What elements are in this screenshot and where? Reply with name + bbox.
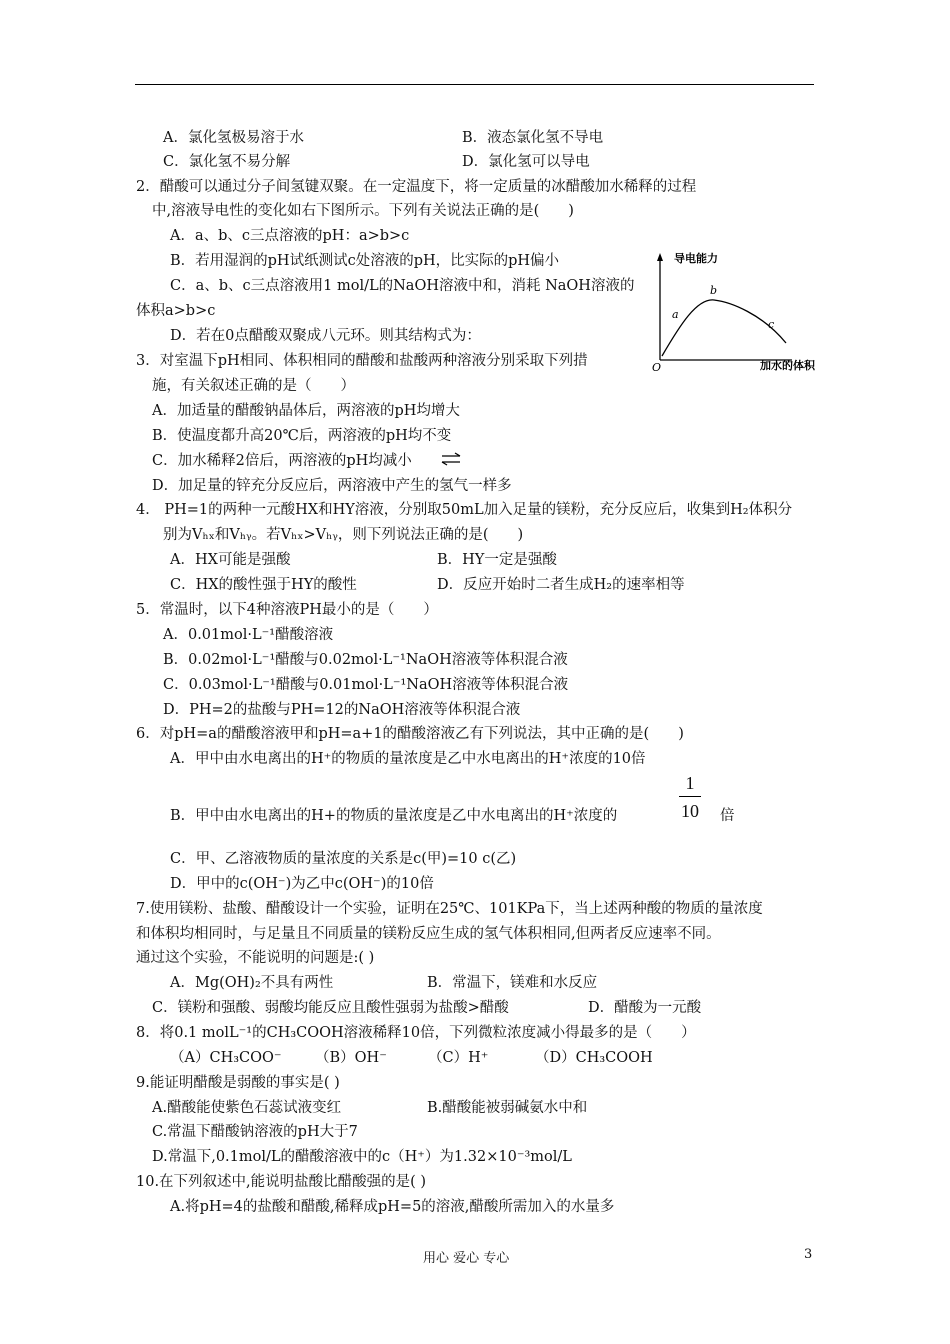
q4-option-b: B．HY一定是强酸 — [437, 552, 557, 568]
q9-option-c: C.常温下醋酸钠溶液的pH大于7 — [152, 1124, 358, 1140]
q3-stem-line2: 施，有关叙述正确的是（ ） — [152, 378, 355, 394]
q1-option-b: B．液态氯化氢不导电 — [462, 130, 604, 146]
q1-option-a: A．氯化氢极易溶于水 — [163, 130, 304, 146]
page-number: 3 — [804, 1247, 813, 1262]
q7-stem-line2: 和体积均相同时，与足量且不同质量的镁粉反应生成的氢气体积相同,但两者反应速率不同。 — [136, 926, 721, 942]
q6-option-d: D．甲中的c(OH⁻)为乙中c(OH⁻)的10倍 — [170, 876, 434, 892]
q4-option-a: A．HX可能是强酸 — [170, 552, 291, 568]
q2-option-a: A．a、b、c三点溶液的pH：a>b>c — [170, 228, 410, 244]
q3-stem-line1: 3．对室温下pH相同、体积相同的醋酸和盐酸两种溶液分别采取下列措 — [136, 353, 588, 369]
q5-stem: 5．常温时，以下4种溶液PH最小的是（ ） — [136, 602, 438, 618]
conductivity-graph — [652, 250, 832, 374]
q10-stem: 10.在下列叙述中,能说明盐酸比醋酸强的是( ) — [136, 1174, 427, 1190]
q3-option-b: B．使温度都升高20℃后，两溶液的pH均不变 — [152, 428, 452, 444]
q7-option-d: D．醋酸为一元酸 — [588, 1000, 702, 1016]
q6-option-b-suffix: 倍 — [720, 808, 735, 824]
q9-option-d: D.常温下,0.1mol/L的醋酸溶液中的c（H⁺）为1.32×10⁻³mol/L — [152, 1149, 572, 1165]
q2-option-c-cont: 体积a>b>c — [136, 303, 216, 319]
equilibrium-arrow-icon — [441, 452, 461, 466]
q6-stem: 6．对pH=a的醋酸溶液甲和pH=a+1的醋酸溶液乙有下列说法，其中正确的是( ) — [136, 726, 684, 742]
q2-stem-line2: 中,溶液导电性的变化如右下图所示。下列有关说法正确的是( ) — [152, 203, 574, 219]
q2-stem-line1: 2．醋酸可以通过分子间氢键双聚。在一定温度下，将一定质量的冰醋酸加水稀释的过程 — [136, 179, 697, 195]
y-axis-arrow — [657, 253, 663, 261]
q5-option-a: A．0.01mol·L⁻¹醋酸溶液 — [163, 627, 334, 643]
q3-option-c: C．加水稀释2倍后，两溶液的pH均减小 — [152, 453, 412, 469]
point-c-label: c — [768, 318, 775, 331]
q8-option-a: （A）CH₃COO⁻ — [170, 1050, 282, 1066]
header-rule — [135, 84, 814, 85]
q2-option-d: D．若在0点醋酸双聚成八元环。则其结构式为： — [170, 328, 481, 344]
q3-option-a: A．加适量的醋酸钠晶体后，两溶液的pH均增大 — [152, 403, 460, 419]
q3-option-d: D．加足量的锌充分反应后，两溶液中产生的氢气一样多 — [152, 478, 512, 494]
q4-stem-line1: 4． PH=1的两种一元酸HX和HY溶液，分别取50mL加入足量的镁粉，充分反应后，收集到H₂体积分 — [136, 502, 793, 518]
q5-option-d: D．PH=2的盐酸与PH=12的NaOH溶液等体积混合液 — [163, 702, 521, 718]
q7-option-c: C．镁粉和强酸、弱酸均能反应且酸性强弱为盐酸>醋酸 — [152, 1000, 509, 1016]
q1-option-c: C．氯化氢不易分解 — [163, 154, 291, 170]
q6-option-c: C．甲、乙溶液物质的量浓度的关系是c(甲)=10 c(乙) — [170, 851, 517, 867]
q4-option-d: D．反应开始时二者生成H₂的速率相等 — [437, 577, 685, 593]
q6-option-b: B．甲中由水电离出的H+的物质的量浓度是乙中水电离出的H⁺浓度的 — [170, 808, 618, 824]
q4-option-c: C．HX的酸性强于HY的酸性 — [170, 577, 357, 593]
q7-stem-line1: 7.使用镁粉、盐酸、醋酸设计一个实验，证明在25℃、101KPa下，当上述两种酸的物质的量浓度 — [136, 901, 763, 917]
fraction-denominator: 10 — [681, 801, 699, 821]
x-axis-label: 加水的体积 — [760, 359, 815, 372]
q9-option-a: A.醋酸能使紫色石蕊试液变红 — [152, 1100, 342, 1116]
point-b-label: b — [710, 284, 718, 297]
point-a-label: a — [672, 308, 679, 321]
y-axis-label: 导电能力 — [674, 252, 718, 265]
q2-option-b: B．若用湿润的pH试纸测试c处溶液的pH，比实际的pH偏小 — [170, 253, 560, 269]
q1-option-d: D．氯化氢可以导电 — [462, 154, 590, 170]
q8-option-b: （B）OH⁻ — [315, 1050, 387, 1066]
q7-option-a: A．Mg(OH)₂不具有两性 — [170, 975, 334, 991]
q9-stem: 9.能证明醋酸是弱酸的事实是( ) — [136, 1075, 340, 1091]
fraction-bar — [679, 796, 701, 797]
q10-option-a: A.将pH=4的盐酸和醋酸,稀释成pH=5的溶液,醋酸所需加入的水量多 — [170, 1199, 615, 1215]
q6-option-a: A．甲中由水电离出的H⁺的物质的量浓度是乙中水电离出的H⁺浓度的10倍 — [170, 751, 646, 767]
q5-option-c: C．0.03mol·L⁻¹醋酸与0.01mol·L⁻¹NaOH溶液等体积混合液 — [163, 677, 569, 693]
origin-label: O — [652, 361, 662, 374]
q7-stem-line3: 通过这个实验，不能说明的问题是:( ) — [136, 950, 375, 966]
q7-option-b: B．常温下，镁难和水反应 — [427, 975, 598, 991]
one-tenth-fraction — [677, 772, 703, 822]
q8-stem: 8．将0.1 molL⁻¹的CH₃COOH溶液稀释10倍，下列微粒浓度减小得最多的是（ ） — [136, 1025, 696, 1041]
q2-option-c: C．a、b、c三点溶液用1 mol/L的NaOH溶液中和，消耗 NaOH溶液的 — [170, 278, 635, 294]
fraction-numerator: 1 — [685, 773, 695, 793]
q8-option-d: （D）CH₃COOH — [535, 1050, 653, 1066]
q8-option-c: （C）H⁺ — [428, 1050, 489, 1066]
q5-option-b: B．0.02mol·L⁻¹醋酸与0.02mol·L⁻¹NaOH溶液等体积混合液 — [163, 652, 568, 668]
footer-slogan: 用心 爱心 专心 — [423, 1251, 510, 1266]
q4-stem-line2: 别为Vₕₓ和Vₕᵧ。若Vₕₓ>Vₕᵧ，则下列说法正确的是( ) — [163, 527, 524, 543]
q9-option-b: B.醋酸能被弱碱氨水中和 — [427, 1100, 588, 1116]
